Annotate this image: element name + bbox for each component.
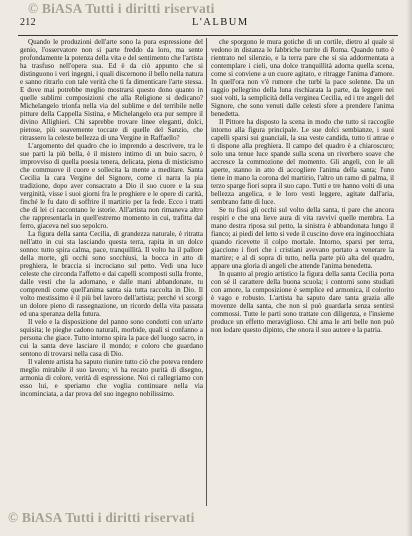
watermark-bottom: © BiASA Tutti i diritti riservati xyxy=(8,510,195,525)
column-divider xyxy=(206,38,207,506)
paragraph: Quando le produzioni dell'arte sono la pura espressione del genio, l'osservatore non si parte freddo da loro, ma sente profondamente la potenza della vita e del sentimento che l'artista ha trasfuso nell'opera sua. Ed è da ciò appunto che si distinguono i veri ingegni, i quali discernono il bello nella natura e sanno ritrarlo con tale verità che ti fa dimenticare l'arte stessa. E dove mai potrebbe meglio mostrarsi questo dono quanto in quelle sublimi composizioni che alla Religione si dedicano? Michelangelo trionfa nella via del sublime e del terribile nelle pitture della Cappella Sistina, e Michelangelo era pur sempre il divino Allighieri. Chi saprebbe trovare linee eleganti, dolci, pietose, più soavemente toccate di quelle del Sanzio, che ritrassero la celeste bellezza di una Vergine in Raffaello? xyxy=(20,38,203,142)
paragraph: La figura della santa Cecilia, di grandezza naturale, è ritratta nell'atto in cui sta lasciando questa terra, rapita in un dolce sonno: tutto spira calma, pace, tranquillità. Il volto ha il pallore della morte, gli occhi sono socchiusi, la bocca in atto di preghiera, le braccia si incrociano sul petto. Vedi una luce celeste che circonda l'affetto e dai capelli scomposti sulla fronte, dalle vesti che la adornano, e dalle mani abbandonate, tu comprendi come quell'anima santa sia tutta raccolta in Dio. Il volto mestissimo è il più bel lavoro dell'artista; perché vi scorgi un dolore pieno di rassegnazione, un ricordo della vita passata ed una speranza della futura. xyxy=(20,230,203,318)
page-header xyxy=(20,14,394,34)
paragraph: Il velo e la disposizione del panno sono condotti con un'arte squisita; le pieghe cadono naturali, morbide, quali si confanno a persona che giace. Tutto intorno spira la pace del luogo sacro, in cui la santa deve lasciare il mondo; e coloro che guardano sentono di trovarsi nella casa di Dio. xyxy=(20,318,203,358)
paragraph: L'argomento del quadro che io imprendo a descrivere, tra le sue parti la più bella, è il mistero intimo di un buio sacro, è improvviso di quella poesia tenera, delicata, piena di misticismo che commuove il cuore e sollecita la mente a meditare. Santa Cecilia la cara Vergine del Signore, come ci narra la pia tradizione, dopo aver consacrato a Dio il suo cuore e la sua verginità, visse i suoi giorni fra le preghiere e le opere di carità, finché le fu dato di soffrire il martirio per la fede. Ecco i tratti che di lei ci raccontano le istorie. All'artista non rimaneva altro che rappresentarla in quell'estremo momento in cui, trafitta dal ferro, giaceva nel suo sepolcro. xyxy=(20,142,203,230)
running-title: L'ALBUM xyxy=(192,17,249,28)
paragraph: In quanto al pregio artistico la figura della santa Cecilia porta con sé il carattere della buona scuola; i contorni sono studiati con amore, la composizione è semplice ed armonica, il colorito è vago e robusto. L'artista ha saputo dare tanta grazia alle movenze della santa, che non si può guardarla senza sentirsi commossi. Tutte le parti sono trattate con diligenza, e l'insieme produce un effetto meraviglioso. Chi ama le arti belle non può non lodare questo dipinto, che onora il suo autore e la patria. xyxy=(211,270,394,334)
paragraph: Il Pittore ha disposto la scena in modo che tutto si raccoglie intorno alla figura principale. Le sue dolci sembianze, i suoi capelli sparsi sui guanciali, la sua veste candida, tutto ti attrae e ti dispone alla preghiera. Il campo del quadro è a chiaroscuro; solo una tenue luce spande sulla scena un riverbero soave che accresce la commozione del momento. Gli angeli, con le ali aperte, stanno in atto di accogliere l'anima della santa; l'uno tiene in mano la corona del martirio, l'altro un ramo di palma, il terzo sparge fiori sopra il suo capo. Tutti e tre hanno volti di una bellezza angelica, e le loro vesti leggere, agitate dall'aria, sembrano fatte di luce. xyxy=(211,118,394,206)
paragraph: Se tu fissi gli occhi sul volto della santa, ti pare che ancora respiri e che una lieve aura di vita ravvivi quelle membra. La mano destra riposa sul petto, la sinistra è abbandonata lungo il fianco; ai piedi del letto si vede il cuscino dove era inginocchiata quando ricevette il colpo mortale. Intorno, sparsi per terra, giacciono i fiori che i cristiani avevano portato a venerare la martire; e al di sopra di tutto, nella parte più alta del quadro, appare una gloria di angeli che attende l'anima benedetta. xyxy=(211,206,394,270)
paragraph: Il valente artista ha saputo riunire tutto ciò che poteva rendere meglio mirabile il suo lavoro; vi ha recato purità di disegno, armonia di colore, verità di espressione. Noi ci rallegriamo con esso lui, e speriamo che voglia continuare nella via incominciata, a dar prova del suo ingegno nobilissimo. xyxy=(20,358,203,398)
page-number: 212 xyxy=(20,17,36,28)
scan-edge-shadow xyxy=(406,0,412,536)
paragraph: che sporgono le mura gotiche di un cortile, dietro al quale si vedono in distanza le fabbriche turrite di Roma. Quando tutto è rientrato nel silenzio, e la terra pare che si sia addormentata a contemplare i cieli, una dolce tranquillità adorna quella scena, come si conviene a un cuore agitato, e ritragge l'anima d'amore. In quell'ora non v'è rumore che turbi la pace solenne. Da un raggio pellegrino della luna rischiarata la parte, da leggere nei suoi volti, la semplicità della verginea Cecilia, ed i tre angeli del Signore, che sono venuti dalle celesti sfere a prendere l'anima benedetta. xyxy=(211,38,394,118)
watermark-top: © BiASA Tutti i diritti riservati xyxy=(28,1,215,16)
right-column xyxy=(211,38,394,508)
left-column xyxy=(20,38,203,508)
header-rule xyxy=(18,35,398,36)
